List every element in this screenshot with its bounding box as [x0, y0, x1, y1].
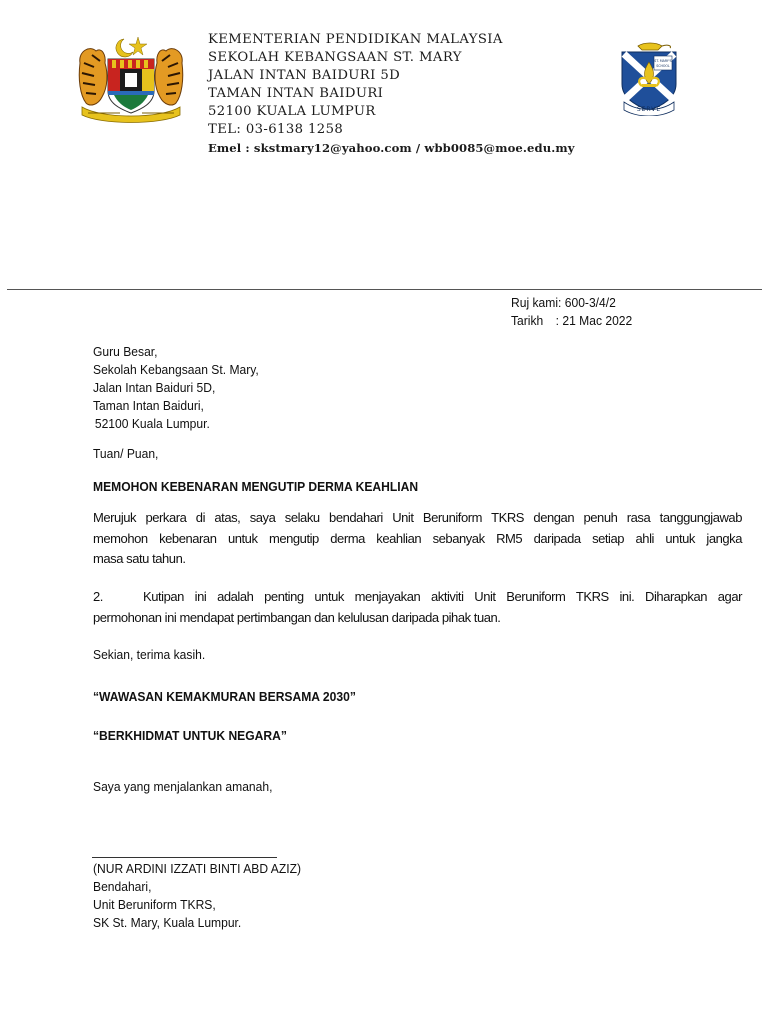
school-name: SEKOLAH KEBANGSAAN ST. MARY — [208, 50, 462, 65]
salutation: Tuan/ Puan, — [93, 446, 159, 461]
signature-line — [92, 857, 277, 858]
svg-text:SERVE: SERVE — [636, 106, 662, 113]
ruj-value: 600-3/4/2 — [564, 295, 616, 310]
signer-unit: Unit Beruniform TKRS, — [93, 897, 216, 912]
letterhead-divider — [7, 289, 762, 290]
signer-school: SK St. Mary, Kuala Lumpur. — [93, 915, 242, 930]
school-street: JALAN INTAN BAIDURI 5D — [208, 68, 401, 83]
recipient-line: Jalan Intan Baiduri 5D, — [93, 380, 216, 395]
school-telephone: TEL: 03-6138 1258 — [208, 122, 344, 137]
motto-berkhidmat: “BERKHIDMAT UNTUK NEGARA” — [93, 728, 287, 743]
svg-text:ST. MARY'S: ST. MARY'S — [654, 59, 672, 63]
trust-statement: Saya yang menjalankan amanah, — [93, 779, 273, 794]
signer-name: (NUR ARDINI IZZATI BINTI ABD AZIZ) — [93, 861, 302, 876]
paragraph-1 — [93, 508, 742, 570]
malaysia-coat-of-arms-icon — [72, 33, 190, 123]
reference-block — [511, 294, 632, 330]
recipient-line: Sekolah Kebangsaan St. Mary, — [93, 362, 259, 377]
paragraph-line: memohon kebenaran untuk mengutip derma keahlian sebanyak RM5 daripada setiap ahli untuk jangka — [93, 530, 742, 546]
paragraph-line: permohonan ini mendapat pertimbangan dan kelulusan daripada pihak tuan. — [93, 609, 501, 625]
reference-number-row — [511, 294, 632, 312]
paragraph-2 — [93, 587, 742, 628]
paragraph-line: masa satu tahun. — [93, 551, 186, 566]
school-email: Emel : skstmary12@yahoo.com / wbb0085@moe.edu.my — [208, 141, 575, 155]
tarikh-value: : 21 Mac 2022 — [555, 313, 633, 328]
paragraph-line: Merujuk perkara di atas, saya selaku bendahari Unit Beruniform TKRS dengan penuh rasa tanggungjawab — [93, 510, 742, 525]
recipient-line: 52100 Kuala Lumpur. — [94, 416, 210, 431]
date-row — [511, 312, 632, 330]
school-postcode-city: 52100 KUALA LUMPUR — [208, 104, 376, 119]
recipient-address — [93, 343, 259, 433]
school-area: TAMAN INTAN BAIDURI — [208, 86, 384, 101]
ministry-name: KEMENTERIAN PENDIDIKAN MALAYSIA — [208, 32, 503, 47]
motto-wawasan: “WAWASAN KEMAKMURAN BERSAMA 2030” — [93, 689, 356, 704]
paragraph-line — [93, 587, 742, 608]
signature-block — [93, 860, 301, 932]
closing-remark: Sekian, terima kasih. — [93, 647, 206, 662]
letter-subject: MEMOHON KEBENARAN MENGUTIP DERMA KEAHLIAN — [93, 479, 419, 494]
ruj-label: Ruj kami: — [511, 295, 562, 310]
school-shield-crest-icon — [618, 40, 680, 116]
letterhead-text — [208, 31, 628, 157]
recipient-line: Guru Besar, — [93, 344, 158, 359]
paragraph-text: Kutipan ini adalah penting untuk menjayakan aktiviti Unit Beruniform TKRS ini. Diharapkan agar — [143, 589, 742, 604]
recipient-line: Taman Intan Baiduri, — [93, 398, 204, 413]
svg-text:SCHOOL: SCHOOL — [656, 64, 670, 68]
tarikh-label: Tarikh — [511, 313, 544, 328]
signer-title: Bendahari, — [93, 879, 152, 894]
paragraph-number: 2. — [93, 589, 103, 604]
